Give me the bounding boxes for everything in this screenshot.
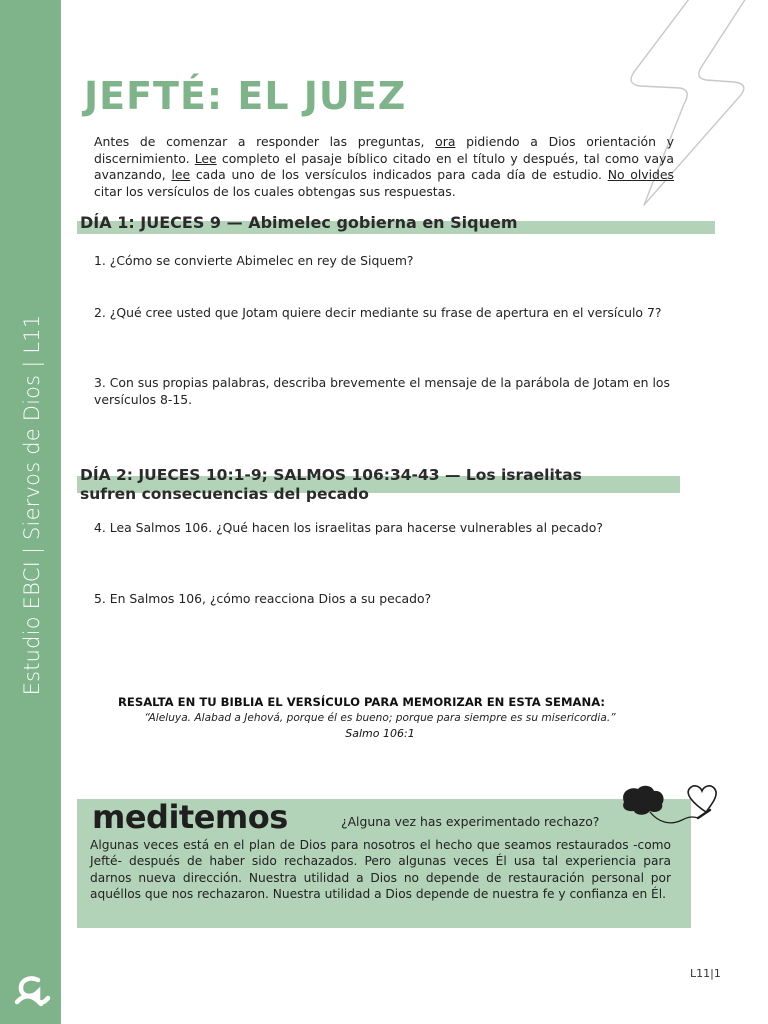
intro-no-olvides: No olvides [607, 167, 674, 182]
meditemos-question: ¿Alguna vez has experimentado rechazo? [341, 814, 600, 829]
sidebar [0, 0, 61, 1024]
intro-text: completo el pasaje bíblico citado en el título y después, tal como vaya avanzando, [94, 150, 674, 182]
intro-paragraph [94, 134, 674, 200]
memory-verse-reference: Salmo 106:1 [345, 727, 415, 740]
question-3: 3. Con sus propias palabras, describa brevemente el mensaje de la parábola de Jotam en los versículos 8-15. [94, 375, 670, 407]
intro-text: pidiendo a Dios orientación y discernimiento. [94, 134, 674, 166]
question-1: 1. ¿Cómo se convierte Abimelec en rey de Siquem? [94, 253, 414, 268]
intro-lee: lee [171, 167, 191, 182]
memory-verse-text: “Aleluya. Alabad a Jehová, porque él es bueno; porque para siempre es su misericordia.” [144, 712, 616, 724]
intro-text: Antes de comenzar a responder las preguntas, [94, 134, 436, 149]
day2-title-line2: sufren consecuencias del pecado [80, 485, 369, 503]
intro-lee: Lee [194, 150, 217, 166]
day1-title: DÍA 1: JUECES 9 — Abimelec gobierna en Siquem [80, 213, 518, 232]
intro-text: citar los versículos de los cuales obtengas sus respuestas. [94, 183, 456, 199]
question-2: 2. ¿Qué cree usted que Jotam quiere decir mediante su frase de apertura en el versículo 7? [94, 305, 662, 320]
ebci-logo-icon [8, 968, 52, 1012]
question-5: 5. En Salmos 106, ¿cómo reacciona Dios a su pecado? [94, 591, 432, 606]
day2-title-line1: DÍA 2: JUECES 10:1-9; SALMOS 106:34-43 — Los israelitas [80, 466, 582, 484]
memory-verse-heading [118, 695, 648, 709]
meditemos-title: meditemos [92, 798, 288, 836]
intro-text: cada uno de los versículos indicados para cada día de estudio. [190, 167, 608, 182]
meditemos-body: Algunas veces está en el plan de Dios para nosotros el hecho que seamos restaurados -como Jefté- después de haber sido rechazados. Pero algunas veces Él usa tal experiencia para darnos nueva dirección. Nuestra utilidad a Dios no depende de restauración personal por aquéllos que nos rechazaron. Nuestra utilidad a Dios depende de nuestra fe y confianza en Él. [90, 838, 671, 901]
question-4: 4. Lea Salmos 106. ¿Qué hacen los israelitas para hacerse vulnerables al pecado? [94, 520, 603, 535]
brain-heart-icon [618, 782, 726, 830]
page-title: JEFTÉ: EL JUEZ [84, 74, 407, 118]
page-number: L11|1 [690, 967, 721, 980]
intro-ora: ora [435, 134, 456, 149]
sidebar-series-label: Estudio EBCI | Siervos de Dios | L11 [20, 314, 44, 696]
memory-verse-heading-text: RESALTA EN TU BIBLIA EL VERSÍCULO PARA MEMORIZAR EN ESTA SEMANA: [118, 695, 606, 709]
